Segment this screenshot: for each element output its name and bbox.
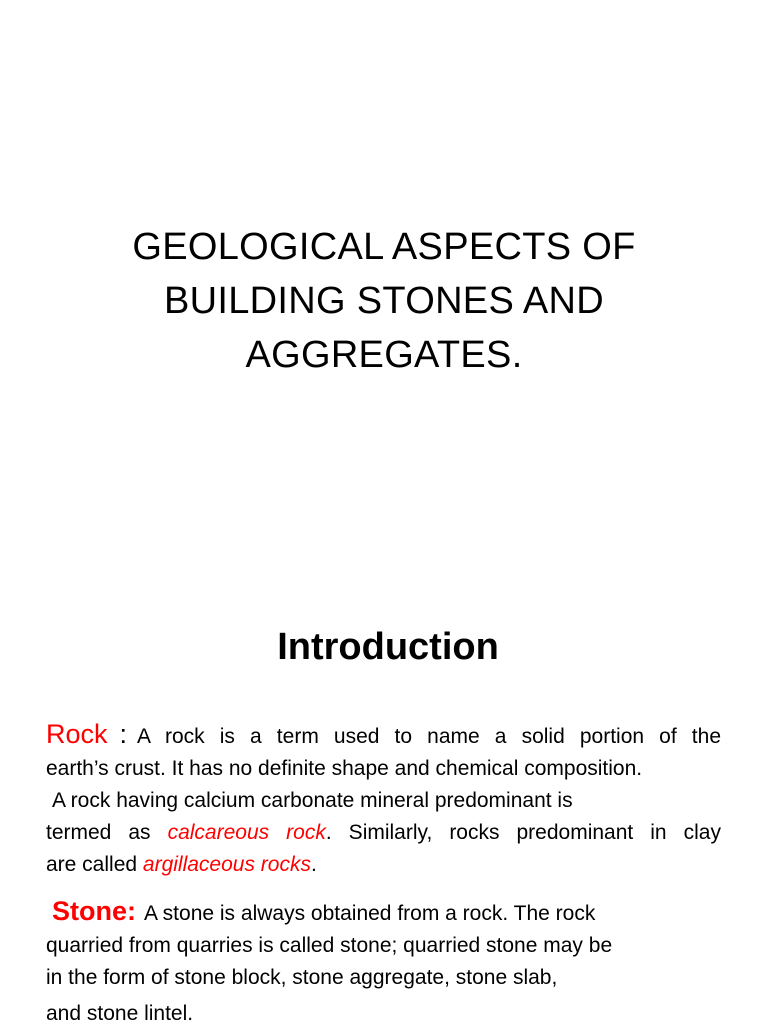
rock-line-4 — [46, 817, 721, 849]
title-line-1: GEOLOGICAL ASPECTS OF — [132, 226, 636, 268]
section-heading: Introduction — [277, 626, 499, 668]
rock-line-1 — [46, 718, 721, 753]
rock-line-2: earth’s crust. It has no definite shape and chemical composition. — [46, 757, 643, 780]
rock-line-4-after: . Similarly, rocks predominant in clay — [325, 821, 721, 844]
stone-term: Stone: — [52, 896, 136, 926]
rock-line-4-before: termed as — [46, 821, 168, 844]
stone-text-1: A stone is always obtained from a rock. The rock — [144, 902, 596, 925]
stone-line-3: in the form of stone block, stone aggregate, stone slab, — [46, 966, 558, 989]
rock-text-1: A rock is a term used to name a solid portion of the — [137, 725, 721, 748]
calcareous-rock-term: calcareous rock — [167, 821, 326, 844]
rock-line-3: A rock having calcium carbonate mineral predominant is — [52, 789, 573, 812]
rock-line-5 — [46, 849, 721, 881]
rock-line-5-after: . — [310, 853, 317, 876]
title-line-2: BUILDING STONES AND — [164, 280, 604, 322]
rock-definition — [46, 718, 721, 881]
rock-term: Rock — [46, 719, 108, 749]
stone-line-4: and stone lintel. — [46, 1002, 194, 1025]
argillaceous-rocks-term: argillaceous rocks — [142, 853, 311, 876]
slide-title — [0, 220, 768, 382]
title-line-3: AGGREGATES. — [245, 334, 523, 376]
stone-definition — [46, 895, 721, 1030]
rock-colon: : — [119, 719, 128, 749]
rock-line-5-before: are called — [46, 853, 143, 876]
stone-line-1 — [46, 895, 721, 930]
stone-line-2: quarried from quarries is called stone; quarried stone may be — [46, 934, 613, 957]
